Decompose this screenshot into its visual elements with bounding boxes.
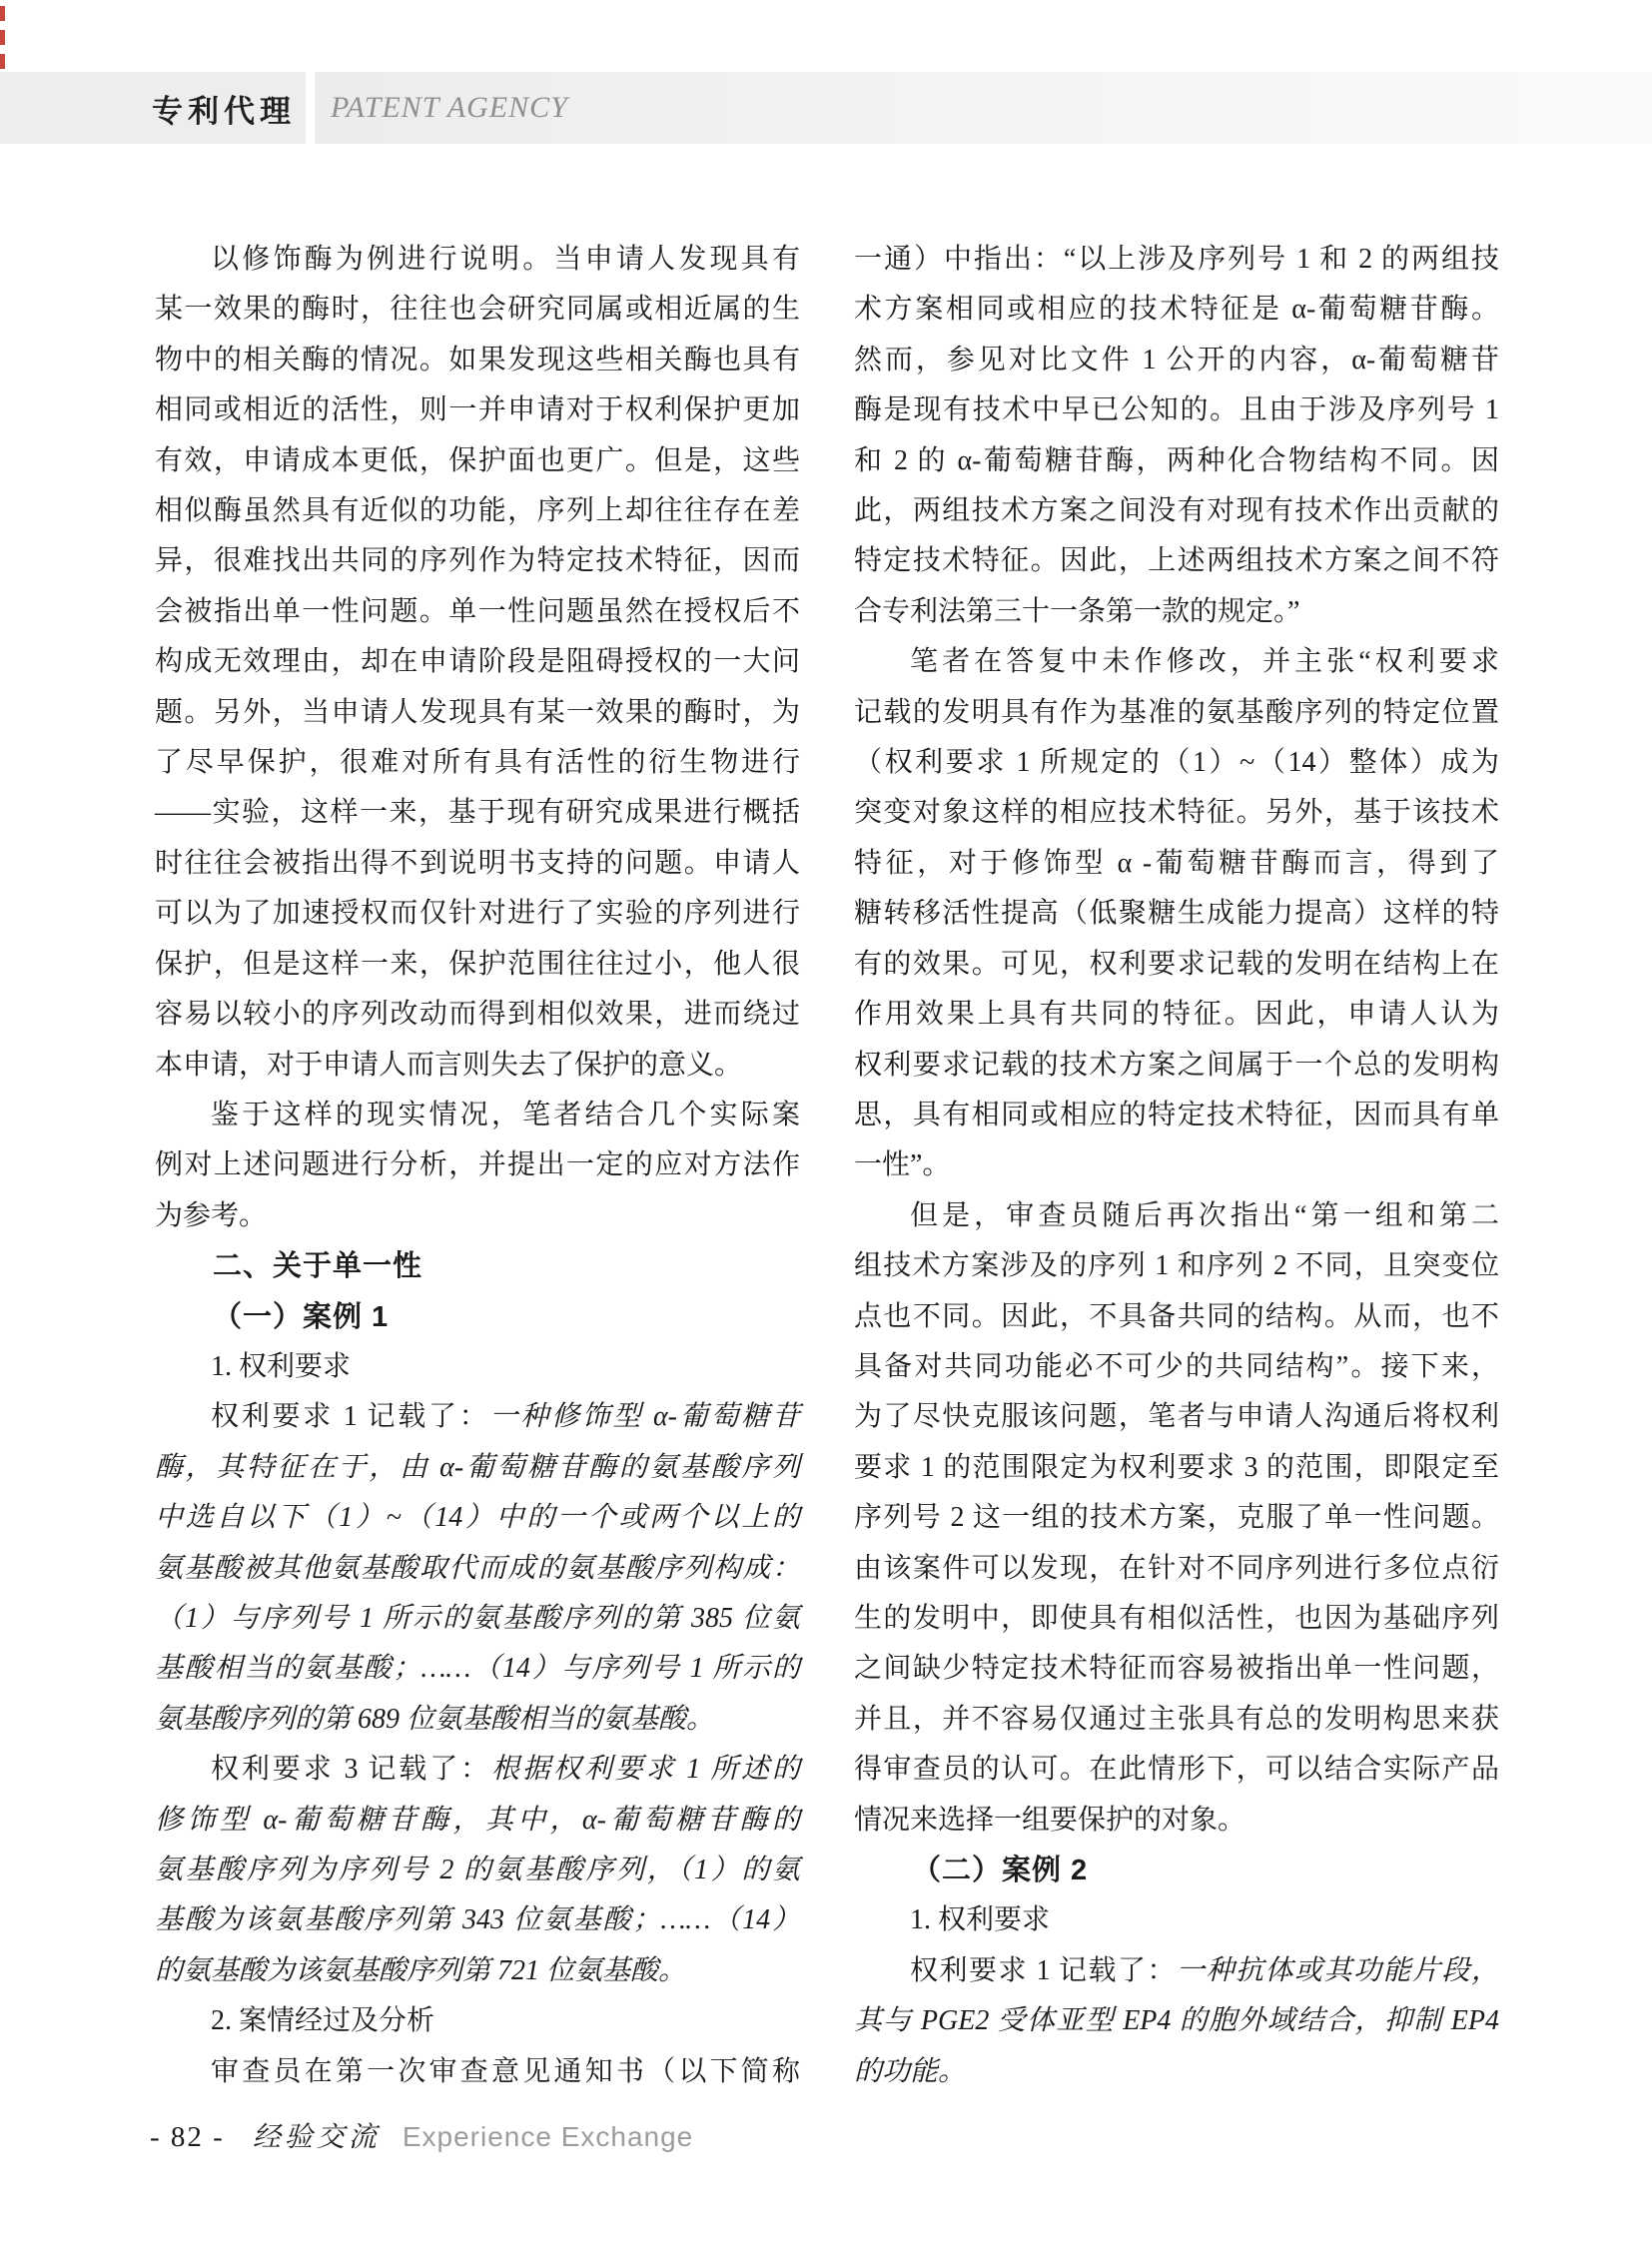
text-line [155, 1191, 800, 1241]
text-line [155, 336, 800, 385]
text-line [854, 1493, 1499, 1543]
text-line [155, 1292, 800, 1342]
text-segment: 基酸相当的氨基酸；……（14）与序列号 1 所示的 [155, 1653, 800, 1685]
text-segment: （权利要求 1 所规定的（1）~（14）整体）成为 [854, 747, 1499, 779]
text-segment: 一通）中指出：“以上涉及序列号 1 和 2 的两组技 [854, 244, 1499, 275]
text-segment: 异，很难找出共同的序列作为特定技术特征，因而 [155, 545, 800, 577]
text-segment: 时往往会被指出得不到说明书支持的问题。申请人 [155, 847, 800, 879]
text-segment: ——实验，这样一来，基于现有研究成果进行概括 [155, 797, 800, 829]
text-segment: 本申请，对于申请人而言则失去了保护的意义。 [155, 1049, 743, 1081]
text-line [155, 536, 800, 586]
text-line [155, 1241, 800, 1291]
text-segment: 保护，但是这样一来，保护范围往往过小，他人很 [155, 948, 800, 980]
text-line [854, 1241, 1499, 1291]
text-segment: 可以为了加速授权而仅针对进行了实验的序列进行 [155, 898, 800, 930]
text-segment: 之间缺少特定技术特征而容易被指出单一性问题， [854, 1653, 1499, 1685]
text-line [854, 788, 1499, 838]
left-column [155, 235, 800, 2097]
text-segment: 中选自以下（1）~（14）中的一个或两个以上的 [155, 1502, 800, 1534]
text-line [155, 235, 800, 285]
text-segment: 合专利法第三十一条第一款的规定。” [854, 595, 1300, 627]
text-line [155, 1342, 800, 1392]
header-band-left [0, 72, 306, 144]
text-line [854, 889, 1499, 939]
text-segment: 为了尽快克服该问题，笔者与申请人沟通后将权利 [854, 1401, 1499, 1433]
text-segment: 特定技术特征。因此，上述两组技术方案之间不符 [854, 545, 1499, 577]
text-line [155, 385, 800, 435]
text-segment: 根据权利要求 1 所述的 [491, 1754, 800, 1786]
text-segment: 构成无效理由，却在申请阶段是阻碍授权的一大问 [155, 646, 800, 678]
text-segment: 修饰型 α-葡萄糖苷酶，其中，α-葡萄糖苷酶的 [155, 1804, 800, 1836]
text-line [854, 839, 1499, 889]
text-line [854, 285, 1499, 335]
text-line [854, 1695, 1499, 1745]
text-line [155, 1695, 800, 1745]
text-segment: 此，两组技术方案之间没有对现有技术作出贡献的 [854, 495, 1499, 527]
text-segment: 鉴于这样的现实情况，笔者结合几个实际案 [211, 1099, 800, 1130]
text-segment: 审查员在第一次审查意见通知书（以下简称 [211, 2055, 800, 2087]
text-segment: 物中的相关酶的情况。如果发现这些相关酶也具有 [155, 344, 800, 375]
text-segment: 并且，并不容易仅通过主张具有总的发明构思来获 [854, 1703, 1499, 1735]
right-column [854, 235, 1499, 2097]
text-line [854, 738, 1499, 788]
text-line [155, 1443, 800, 1493]
text-line [155, 436, 800, 486]
text-segment: 但是，审查员随后再次指出“第一组和第二 [910, 1199, 1499, 1231]
text-line [854, 1846, 1499, 1895]
text-segment: 要求 1 的范围限定为权利要求 3 的范围，即限定至 [854, 1451, 1499, 1483]
text-line [155, 1796, 800, 1846]
text-line [155, 1140, 800, 1190]
text-segment: 1. 权利要求 [910, 1904, 1051, 1936]
text-segment: 氨基酸被其他氨基酸取代而成的氨基酸序列构成： [155, 1552, 800, 1584]
text-segment: 二、关于单一性 [213, 1250, 423, 1283]
text-line [854, 637, 1499, 687]
text-line [155, 1544, 800, 1594]
text-line [854, 1191, 1499, 1241]
text-line [155, 1996, 800, 2046]
text-segment: 酶是现有技术中早已公知的。且由于涉及序列号 1 [854, 394, 1499, 426]
text-segment: 术方案相同或相应的技术特征是 α-葡萄糖苷酶。 [854, 294, 1499, 326]
text-segment: 酶，其特征在于，由 α-葡萄糖苷酶的氨基酸序列 [155, 1451, 800, 1483]
section-title-en: PATENT AGENCY [331, 91, 568, 124]
text-segment: 题。另外，当申请人发现具有某一效果的酶时，为 [155, 696, 800, 728]
text-line [854, 1644, 1499, 1694]
footer-section-cn: 经验交流 [252, 2122, 381, 2153]
text-segment: 权利要求 1 记载了： [211, 1401, 490, 1433]
text-segment: 记载的发明具有作为基准的氨基酸序列的特定位置 [854, 696, 1499, 728]
text-segment: 权利要求记载的技术方案之间属于一个总的发明构 [854, 1049, 1499, 1081]
page-footer [150, 2115, 693, 2159]
text-line [155, 637, 800, 687]
text-line [155, 486, 800, 536]
text-line [155, 1644, 800, 1694]
text-line [155, 1895, 800, 1945]
text-segment: 点也不同。因此，不具备共同的结构。从而，也不 [854, 1300, 1499, 1332]
text-line [155, 1091, 800, 1140]
text-segment: 2. 案情经过及分析 [211, 2005, 435, 2037]
text-line [854, 1544, 1499, 1594]
text-line [854, 436, 1499, 486]
text-segment: 氨基酸序列为序列号 2 的氨基酸序列，（1）的氨 [155, 1855, 800, 1885]
text-line [155, 889, 800, 939]
text-line [854, 1392, 1499, 1442]
text-line [155, 1946, 800, 1996]
text-segment: 组技术方案涉及的序列 1 和序列 2 不同，且突变位 [854, 1250, 1499, 1282]
text-line [854, 1996, 1499, 2046]
text-segment: 某一效果的酶时，往往也会研究同属或相近属的生 [155, 294, 800, 326]
text-line [155, 1594, 800, 1644]
text-segment: 相同或相近的活性，则一并申请对于权利保护更加 [155, 394, 800, 426]
text-segment: 权利要求 1 记载了： [910, 1954, 1177, 1986]
text-segment: 的氨基酸为该氨基酸序列第 721 位氨基酸。 [155, 1954, 687, 1986]
print-registration-marks [0, 6, 5, 72]
text-segment: 有效，申请成本更低，保护面也更广。但是，这些 [155, 444, 800, 476]
text-line [854, 1594, 1499, 1644]
text-line [854, 1946, 1499, 1996]
text-segment: 笔者在答复中未作修改，并主张“权利要求 [910, 646, 1499, 678]
footer-section-en: Experience Exchange [402, 2121, 694, 2152]
text-line [155, 940, 800, 990]
text-segment: 生的发明中，即使具有相似活性，也因为基础序列 [854, 1602, 1499, 1634]
text-line [854, 1796, 1499, 1846]
text-line [854, 486, 1499, 536]
text-line [155, 1846, 800, 1895]
text-line [854, 1140, 1499, 1190]
text-line [155, 688, 800, 738]
text-segment: 一种抗体或其功能片段， [1177, 1954, 1499, 1986]
text-line [854, 336, 1499, 385]
text-segment: 具备对共同功能必不可少的共同结构”。接下来， [854, 1350, 1499, 1382]
text-segment: 为参考。 [155, 1199, 268, 1231]
text-segment: 作用效果上具有共同的特征。因此，申请人认为 [854, 999, 1499, 1031]
text-segment: 一性”。 [854, 1149, 951, 1181]
text-segment: （一）案例 1 [213, 1300, 390, 1333]
text-segment: 会被指出单一性问题。单一性问题虽然在授权后不 [155, 595, 800, 627]
text-segment: 突变对象这样的相应技术特征。另外，基于该技术 [854, 797, 1499, 829]
text-segment: 氨基酸序列的第 689 位氨基酸相当的氨基酸。 [155, 1703, 715, 1735]
header-band-right [315, 72, 1652, 144]
text-segment: 容易以较小的序列改动而得到相似效果，进而绕过 [155, 999, 800, 1031]
text-segment: 和 2 的 α-葡萄糖苷酶，两种化合物结构不同。因 [854, 444, 1499, 476]
text-segment: 基酸为该氨基酸序列第 343 位氨基酸；……（14） [155, 1904, 800, 1936]
text-segment: 有的效果。可见，权利要求记载的发明在结构上在 [854, 948, 1499, 980]
text-line [155, 990, 800, 1040]
text-line [854, 587, 1499, 637]
text-line [854, 1745, 1499, 1795]
text-line [854, 990, 1499, 1040]
page-number: - 82 - [150, 2121, 225, 2153]
text-segment: 情况来选择一组要保护的对象。 [854, 1804, 1246, 1836]
text-segment: 了尽早保护，很难对所有具有活性的衍生物进行 [155, 747, 800, 779]
text-line [155, 788, 800, 838]
text-segment: 由该案件可以发现，在针对不同序列进行多位点衍 [854, 1552, 1499, 1584]
text-line [854, 1041, 1499, 1091]
text-segment: 以修饰酶为例进行说明。当申请人发现具有 [211, 244, 800, 275]
text-segment: 序列号 2 这一组的技术方案，克服了单一性问题。 [854, 1502, 1499, 1534]
text-line [854, 1895, 1499, 1945]
text-segment: 例对上述问题进行分析，并提出一定的应对方法作 [155, 1149, 800, 1181]
text-line [155, 1392, 800, 1442]
text-line [155, 285, 800, 335]
text-segment: 糖转移活性提高（低聚糖生成能力提高）这样的特 [854, 898, 1499, 930]
text-line [155, 738, 800, 788]
section-title-cn: 专利代理 [152, 93, 296, 129]
text-line [155, 2047, 800, 2097]
text-segment: 特征，对于修饰型 α -葡萄糖苷酶而言，得到了 [854, 847, 1499, 879]
text-segment: 1. 权利要求 [211, 1350, 352, 1382]
text-segment: （二）案例 2 [912, 1855, 1089, 1886]
text-line [155, 839, 800, 889]
text-line [854, 688, 1499, 738]
text-line [155, 1493, 800, 1543]
text-line [854, 1342, 1499, 1392]
text-segment: 一种修饰型 α-葡萄糖苷 [489, 1401, 800, 1433]
text-line [155, 587, 800, 637]
text-line [854, 385, 1499, 435]
text-line [155, 1745, 800, 1795]
text-line [854, 940, 1499, 990]
text-segment: 权利要求 3 记载了： [211, 1754, 491, 1786]
text-segment: 思，具有相同或相应的特定技术特征，因而具有单 [854, 1099, 1499, 1130]
text-segment: 相似酶虽然具有近似的功能，序列上却往往存在差 [155, 495, 800, 527]
text-line [854, 2047, 1499, 2097]
text-line [854, 536, 1499, 586]
text-segment: 的功能。 [854, 2055, 967, 2087]
text-line [854, 1091, 1499, 1140]
text-segment: （1）与序列号 1 所示的氨基酸序列的第 385 位氨 [155, 1602, 800, 1634]
text-line [854, 1292, 1499, 1342]
text-line [854, 235, 1499, 285]
text-line [155, 1041, 800, 1091]
text-segment: 得审查员的认可。在此情形下，可以结合实际产品 [854, 1754, 1499, 1786]
text-segment: 其与 PGE2 受体亚型 EP4 的胞外域结合，抑制 EP4 [854, 2005, 1499, 2037]
text-line [854, 1443, 1499, 1493]
text-segment: 然而，参见对比文件 1 公开的内容，α-葡萄糖苷 [854, 344, 1499, 375]
